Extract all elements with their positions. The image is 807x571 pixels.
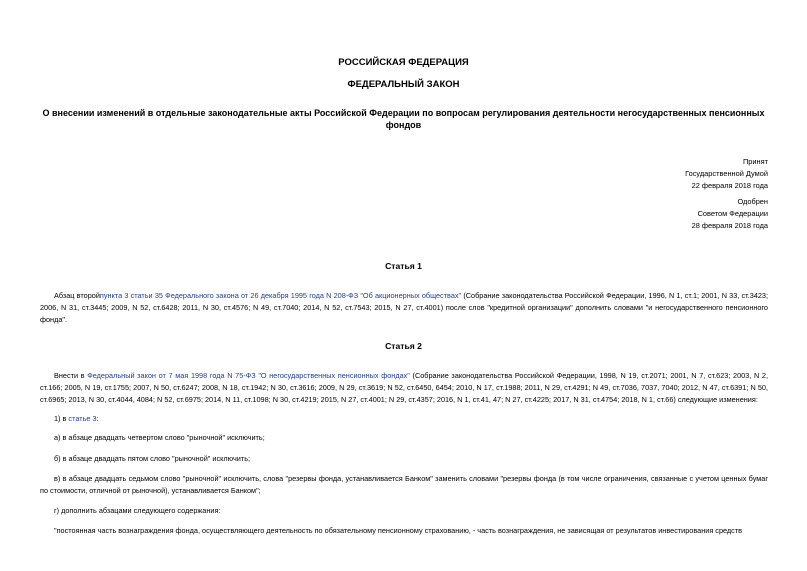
accepted-label: Принят: [742, 157, 768, 166]
item-1: [54, 413, 754, 425]
article-2-heading: Статья 2: [385, 341, 422, 351]
doc-type-heading: ФЕДЕРАЛЬНЫЙ ЗАКОН: [347, 79, 460, 90]
item-1-lead: 1) в: [54, 414, 69, 423]
accepted-date: 22 февраля 2018 года: [691, 181, 768, 190]
article-2-paragraph: [40, 370, 768, 405]
article-1-heading: Статья 1: [385, 261, 422, 271]
jsc-law-link[interactable]: пункта 3 статьи 35 Федерального закона от 26 декабря 1995 года N 208-ФЗ "Об акционерных обществах": [99, 291, 462, 300]
article-1-rest: (Собрание законодательства Российской Федерации, 1996, N 1, ст.1; 2001, N 33, ст.3423; 2006, N 31, ст.3445; 2009, N 52, ст.6428; 2011, N 30, ст.4576; N 49, ст.7040; 2014, N 52, ст.7543; 2015, N 27, ст.4001) после слов "кредитной организации" дополнить словами "и негосударственного пенсионного фонда".: [40, 291, 768, 324]
approved-body: Советом Федерации: [697, 209, 768, 218]
adoption-block: [685, 156, 768, 192]
approved-label: Одобрен: [737, 197, 768, 206]
law-title: О внесении изменений в отдельные законодательные акты Российской Федерации по вопросам регулирования деятельности негосударственных пенсионных фондов: [42, 108, 765, 130]
article-2-lead: Внести в: [54, 371, 88, 380]
npf-law-link[interactable]: Федеральный закон от 7 мая 1998 года N 75-ФЗ "О негосударственных пенсионных фондах": [87, 371, 410, 380]
approved-date: 28 февраля 2018 года: [691, 221, 768, 230]
quote-paragraph: "постоянная часть вознаграждения фонда, осуществляющего деятельность по обязательному пенсионному страхованию, - часть вознаграждения, не зависящая от результатов инвестирования средств: [54, 526, 743, 535]
country-heading: РОССИЙСКАЯ ФЕДЕРАЦИЯ: [338, 57, 469, 68]
approval-block: [692, 196, 768, 232]
article-1-paragraph: [40, 290, 768, 325]
item-g: г) дополнить абзацами следующего содержания:: [54, 506, 221, 515]
item-v: в) в абзаце двадцать седьмом слово "рыночной" исключить, слова "резервы фонда, устанавливается Банком" заменить словами "резервы фонда (в том числе ограничения, связанные с учетом ценных бумаг по стоимости, отличной от рыночной), устанавливается Банком";: [40, 474, 768, 495]
article-3-link[interactable]: статье 3: [68, 414, 97, 423]
article-2-rest: (Собрание законодательства Российской Федерации, 1998, N 19, ст.2071; 2001, N 7, ст.623; 2003, N 2, ст.166; 2005, N 19, ст.1755; 2007, N 50, ст.6247; 2008, N 18, ст.1942; N 30, ст.3616; 2009, N 29, ст.3619; N 52, ст.6450, 6454; 2010, N 17, ст.1988; 2011, N 29, ст.4291; N 49, ст.7036, 7037, 7040; 2012, N 47, ст.6391; N 50, ст.6965; 2013, N 30, ст.4044, 4084; N 52, ст.6975; 2014, N 11, ст.1098; N 30, ст.4219; 2015, N 27, ст.4001; N 29, ст.4357; 2016, N 1, ст.41, 47; N 27, ст.4225; 2017, N 31, ст.4754; 2018, N 1, ст.66) следующие изменения:: [40, 371, 768, 404]
item-a: а) в абзаце двадцать четвертом слово "рыночной" исключить;: [54, 433, 265, 442]
item-1-end: :: [96, 414, 99, 423]
article-1-lead: Абзац второй: [54, 291, 100, 300]
accepted-body: Государственной Думой: [685, 169, 768, 178]
item-b: б) в абзаце двадцать пятом слово "рыночной" исключить;: [54, 454, 251, 463]
